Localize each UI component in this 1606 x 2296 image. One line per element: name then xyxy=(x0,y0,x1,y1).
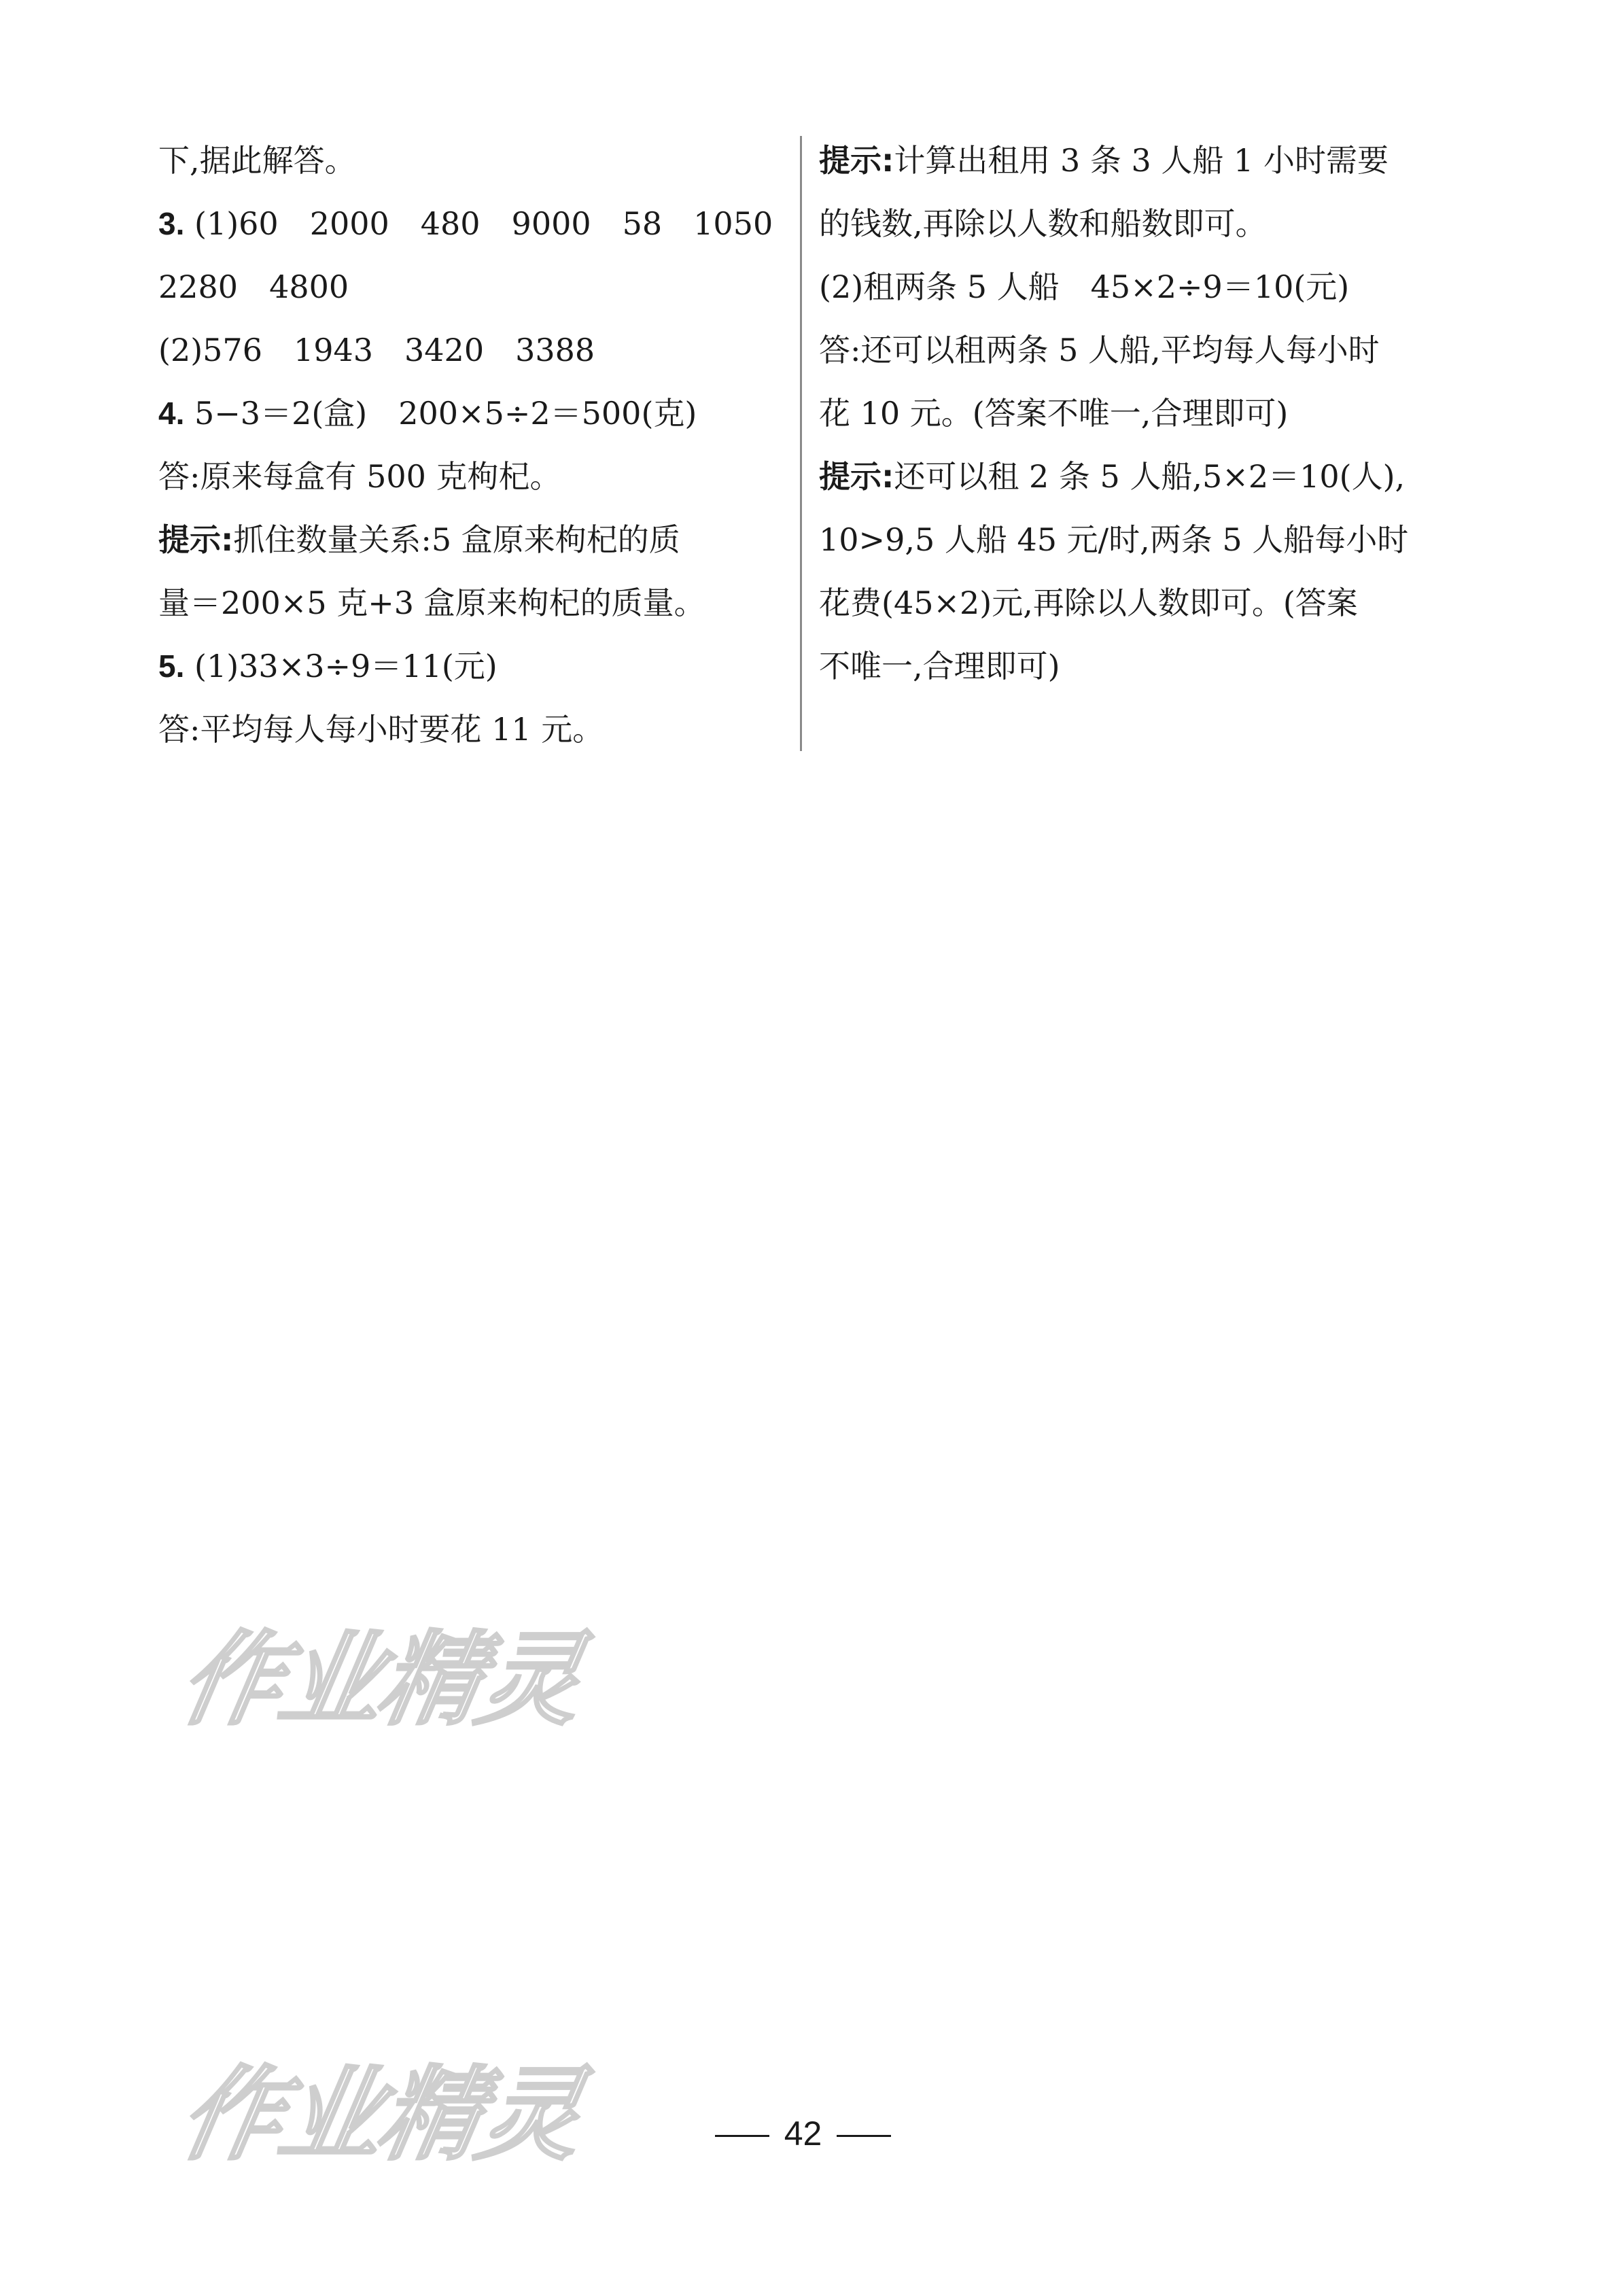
hint-2-line-2: 10>9,5 人船 45 元/时,两条 5 人船每小时 xyxy=(819,521,1409,558)
column-divider xyxy=(800,136,802,751)
answer-line-2: 花 10 元。(答案不唯一,合理即可) xyxy=(819,395,1289,432)
hint-label: 提示: xyxy=(819,142,894,179)
question-5-part-2: (2)租两条 5 人船 45×2÷9＝10(元) xyxy=(819,268,1350,305)
hint-2-line-4: 不唯一,合理即可) xyxy=(819,648,1060,684)
hint-label: 提示: xyxy=(158,521,234,558)
question-5-line-1 xyxy=(158,635,784,698)
answer-line-1: 答:还可以租两条 5 人船,平均每人每小时 xyxy=(819,332,1380,368)
question-number: 3. xyxy=(158,206,185,241)
left-column xyxy=(158,129,784,761)
text-line: 下,据此解答。 xyxy=(158,142,356,179)
page-number xyxy=(0,2114,1606,2153)
hint-2-line-3: 花费(45×2)元,再除以人数即可。(答案 xyxy=(819,585,1358,621)
page-number-text: 42 xyxy=(784,2115,822,2153)
hint-2-line-1 xyxy=(819,445,1448,508)
question-3-line-3: (2)576 1943 3420 3388 xyxy=(158,332,595,368)
question-number: 4. xyxy=(158,396,185,431)
question-4-hint-line-2: 量＝200×5 克+3 盒原来枸杞的质量。 xyxy=(158,585,705,621)
answer-text: (1)60 2000 480 9000 58 1050 xyxy=(184,205,773,242)
hint-1-line-2: 的钱数,再除以人数和船数即可。 xyxy=(819,205,1267,242)
dash-right xyxy=(837,2135,891,2137)
question-3-line-1 xyxy=(158,192,784,256)
hint-text: 计算出租用 3 条 3 人船 1 小时需要 xyxy=(894,142,1389,179)
right-column xyxy=(819,129,1448,698)
watermark-logo: 作业精灵 xyxy=(171,1621,589,1739)
question-3-line-2: 2280 4800 xyxy=(158,268,349,305)
hint-label: 提示: xyxy=(819,458,894,495)
question-5-answer: 答:平均每人每小时要花 11 元。 xyxy=(158,711,604,748)
question-4-answer: 答:原来每盒有 500 克枸杞。 xyxy=(158,458,561,495)
answer-text: 5−3＝2(盒) 200×5÷2＝500(克) xyxy=(184,395,697,432)
question-4-hint-line-1 xyxy=(158,508,784,572)
question-number: 5. xyxy=(158,648,185,684)
answer-text: (1)33×3÷9＝11(元) xyxy=(184,648,497,684)
dash-left xyxy=(715,2135,769,2137)
question-4-line-1 xyxy=(158,382,784,445)
hint-1-line-1 xyxy=(819,129,1448,192)
hint-text: 抓住数量关系:5 盒原来枸杞的质 xyxy=(233,521,680,558)
hint-text: 还可以租 2 条 5 人船,5×2＝10(人), xyxy=(894,458,1406,495)
watermark-logo: 作业精灵 xyxy=(171,2056,589,2174)
